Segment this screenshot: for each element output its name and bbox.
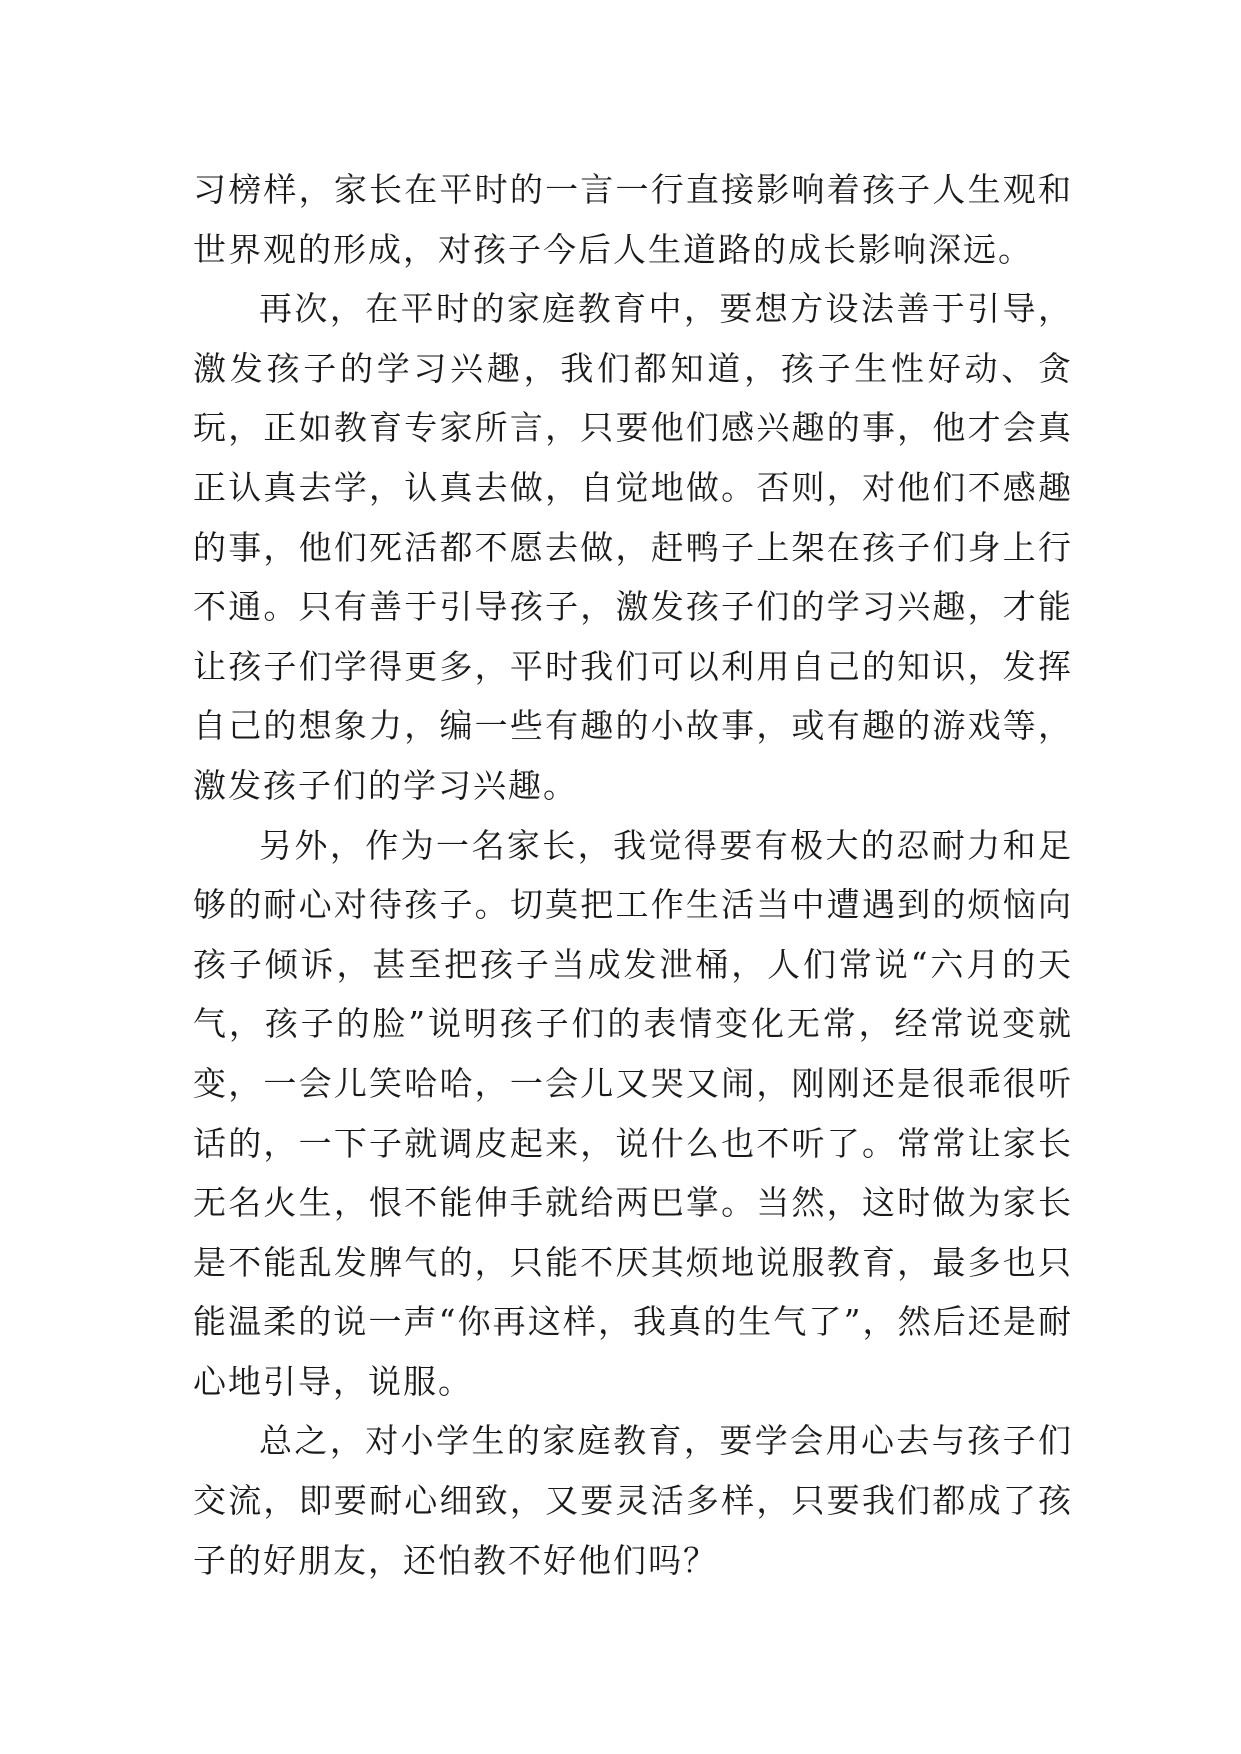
paragraph-conclusion: 总之，对小学生的家庭教育，要学会用心去与孩子们交流，即要耐心细致，又要灵活多样，只要我们都成了孩子的好朋友，还怕教不好他们吗？ — [193, 1421, 1073, 1580]
body-text — [193, 160, 1073, 1590]
paragraph-patience: 另外，作为一名家长，我觉得要有极大的忍耐力和足够的耐心对待孩子。切莫把工作生活当中遭遇到的烦恼向孩子倾诉，甚至把孩子当成发泄桶，人们常说“六月的天气，孩子的脸”说明孩子们的表情变化无常，经常说变就变，一会儿笑哈哈，一会儿又哭又闹，刚刚还是很乖很听话的，一下子就调皮起来，说什么也不听了。常常让家长无名火生，恨不能伸手就给两巴掌。当然，这时做为家长是不能乱发脾气的，只能不厌其烦地说服教育，最多也只能温柔的说一声“你再这样，我真的生气了”，然后还是耐心地引导，说服。 — [193, 825, 1073, 1401]
paragraph-continuation: 习榜样，家长在平时的一言一行直接影响着孩子人生观和世界观的形成，对孩子今后人生道路的成长影响深远。 — [193, 170, 1073, 269]
paragraph-guidance: 再次，在平时的家庭教育中，要想方设法善于引导，激发孩子的学习兴趣，我们都知道，孩子生性好动、贪玩，正如教育专家所言，只要他们感兴趣的事，他才会真正认真去学，认真去做，自觉地做。否则，对他们不感趣的事，他们死活都不愿去做，赶鸭子上架在孩子们身上行不通。只有善于引导孩子，激发孩子们的学习兴趣，才能让孩子们学得更多，平时我们可以利用自己的知识，发挥自己的想象力，编一些有趣的小故事，或有趣的游戏等，激发孩子们的学习兴趣。 — [193, 289, 1073, 805]
